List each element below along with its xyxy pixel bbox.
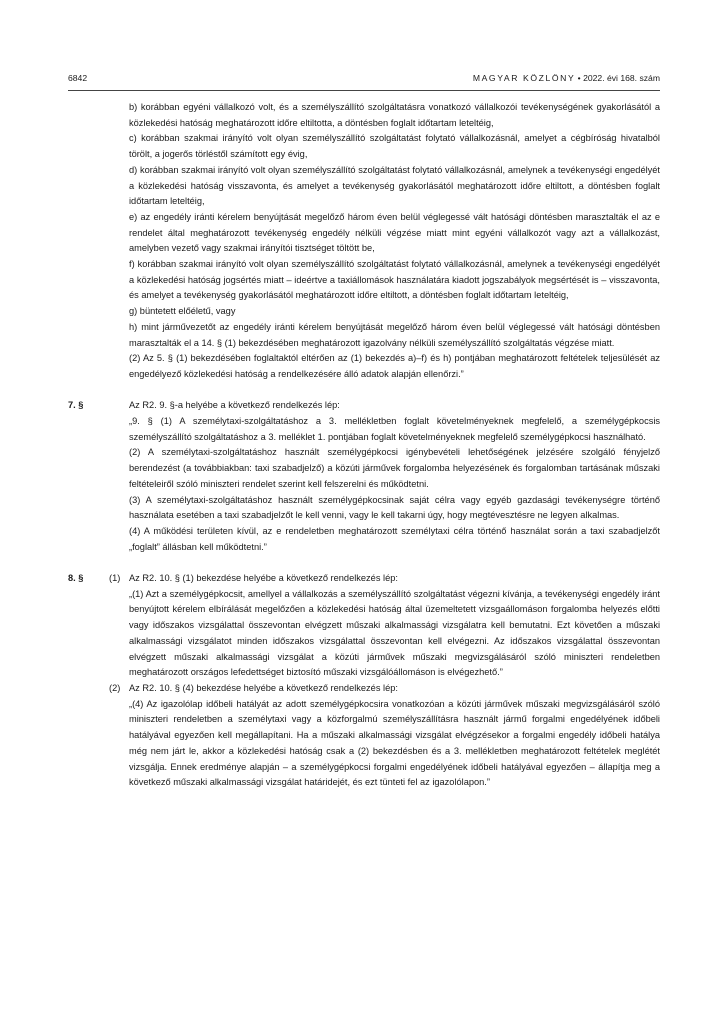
paragraph: f) korábban szakmai irányító volt olyan személyszállító szolgáltatást folytató vállalkozásnál, amelynek a tevékenységi engedélyét a közlekedési hatóság jogsértés miatt – ideértve a taxiállomások használatára kiadott jogszabályok megsértését is – visszavonta, és amelyet a tevékenység gyakorlásától meghatározott időre eltiltott, a döntésben foglalt időtartam leteltéig, [129,259,660,301]
paragraph: „(4) Az igazolólap időbeli hatályát az adott személygépkocsira vonatkozóan a közúti járművek műszaki megvizsgálásáról szóló miniszteri rendeletben a személytaxi vagy a közforgalmú személyszállításra használt jármű forgalmi engedélyének időbeli hatályával egyezően kell megállapítani. Ha a műszaki alkalmassági vizsgálat elvégzésekor a forgalmi engedély időbeli hatálya még nem járt le, akkor a közlekedési hatóság csak a (2) bekezdésben és a 3. mellékletben meghatározott feltételek meglétét vizsgálja. Ennek eredménye alapján – a személygépkocsi forgalmi engedélyének időbeli hatályával egyezően – állapítja meg a következő műszaki alkalmassági vizsgálat határidejét, és ezt tünteti fel az igazolólapon.” [129,698,660,788]
section-8 [0,571,728,791]
section-7 [0,398,728,555]
paragraph: (3) A személytaxi-szolgáltatáshoz használt személygépkocsinak saját célra vagy egyéb gazdasági tevékenységre történő használata esetében a taxi szabadjelzőt le kell venni, vagy le kell takarni úgy, hogy megtévesztésre ne legyen alkalmas. [129,494,660,521]
subsection-1 [0,571,728,681]
subsection-body [129,681,660,791]
issue-info: • 2022. évi 168. szám [575,73,660,83]
paragraph: c) korábban szakmai irányító volt olyan személyszállító szolgáltatást folytató vállalkozásnál, amelyet a cégbíróság hivatalból törölt, a jogerős törléstől számított egy évig, [129,133,660,160]
header-divider [68,90,660,91]
section-label: 7. § [68,400,84,411]
page-number: 6842 [68,73,88,83]
journal-title: MAGYAR KÖZLÖNY [472,73,576,83]
continued-provision [129,100,660,383]
paragraph: (2) A személytaxi-szolgáltatáshoz használt személygépkocsi igénybevételi lehetőségének jelzésére szolgáló fényjelző berendezést (a továbbiakban: taxi szabadjelző) a közúti járművek forgalomba helyezésének és forgalomban tartásának műszaki feltételeiről szóló miniszteri rendelet szerint kell felszerelni és működtetni. [129,447,660,489]
paragraph: Az R2. 10. § (4) bekezdése helyébe a következő rendelkezés lép: [129,682,398,693]
paragraph: e) az engedély iránti kérelem benyújtását megelőző három éven belül véglegessé vált hatósági döntésben marasztalták el az e rendelet által meghatározott tevékenység engedély nélküli végzése miatt mint egyéni vállalkozót vagy azt a vállalkozást, amelyben vezető vagy szakmai irányítói tisztséget töltött be, [129,211,660,254]
paragraph: h) mint járművezetőt az engedély iránti kérelem benyújtását megelőző három éven belül véglegessé vált hatósági döntésben marasztalták el a 14. § (1) bekezdésében meghatározott igazolvány nélküli személyszállító szolgáltatás végzése miatt. [129,321,660,348]
paragraph: „(1) Azt a személygépkocsit, amellyel a vállalkozás a személyszállító szolgáltatást végezni kívánja, a tevékenységi engedély iránt benyújtott kérelem elbírálását megelőzően a közlekedési hatóság által üzemeltetett vizsgaállomáson forgalomba helyezés előtti vagy időszakos vizsgálattal összevontan elvégzett műszaki alkalmassági vizsgálatra kell bemutatni. Ezt követően a műszaki alkalmassági vizsgálatot minden időszakos vizsgálattal összevontan kell elvégezni. Az időszakos vizsgálattal összevontan elvégzett műszaki alkalmassági vizsgálat a közúti járművek műszaki megvizsgálásáról szóló miniszteri rendeletben meghatározott országos lefedettséget biztosító műszaki vizsgálóállomáson is elvégezhető.” [129,588,660,678]
document-body [0,100,728,791]
paragraph: (2) Az 5. § (1) bekezdésében foglaltaktól eltérően az (1) bekezdés a)–f) és h) pontjában meghatározott feltételek teljesülését az engedélyező közlekedési hatóság a rendelkezésére álló adatok alapján ellenőrzi.” [129,353,660,379]
paragraph: d) korábban szakmai irányító volt olyan személyszállító szolgáltatást folytató vállalkozásnál, amelynek a tevékenységi engedélyét a közlekedési hatóság visszavonta, és amelyet a tevékenység gyakorlásától meghatározott időre eltiltott, a döntésben foglalt időtartam leteltéig, [129,164,660,207]
paragraph: Az R2. 10. § (1) bekezdése helyébe a következő rendelkezés lép: [129,573,398,584]
paragraph: „9. § (1) A személytaxi-szolgáltatáshoz a 3. mellékletben foglalt követelményeknek megfelelő, a személygépkocsis személyszállító szolgáltatáshoz a 3. melléklet 1. pontjában foglalt követelményeknek megfelelő személygépkocsi használható. [129,416,660,442]
paragraph: g) büntetett előéletű, vagy [129,306,236,317]
section-body [129,398,660,555]
subsection-label: (1) [109,573,121,584]
subsection-label: (2) [109,682,121,693]
subsection-body [129,571,660,681]
paragraph: (4) A működési területen kívül, az e rendeletben meghatározott személytaxi célra történő használat során a taxi szabadjelzőt „foglalt” állásban kell működtetni.” [129,525,660,552]
page-header [68,73,660,89]
subsection-2 [0,681,728,791]
section-label: 8. § [68,573,84,584]
paragraph: Az R2. 9. §-a helyébe a következő rendelkezés lép: [129,400,340,411]
paragraph: b) korábban egyéni vállalkozó volt, és a személyszállító szolgáltatásra vonatkozó vállalkozói tevékenységének gyakorlásától a közlekedési hatóság meghatározott időre eltiltotta, a döntésben foglalt időtartam leteltéig, [129,102,660,128]
journal-reference [473,73,660,83]
